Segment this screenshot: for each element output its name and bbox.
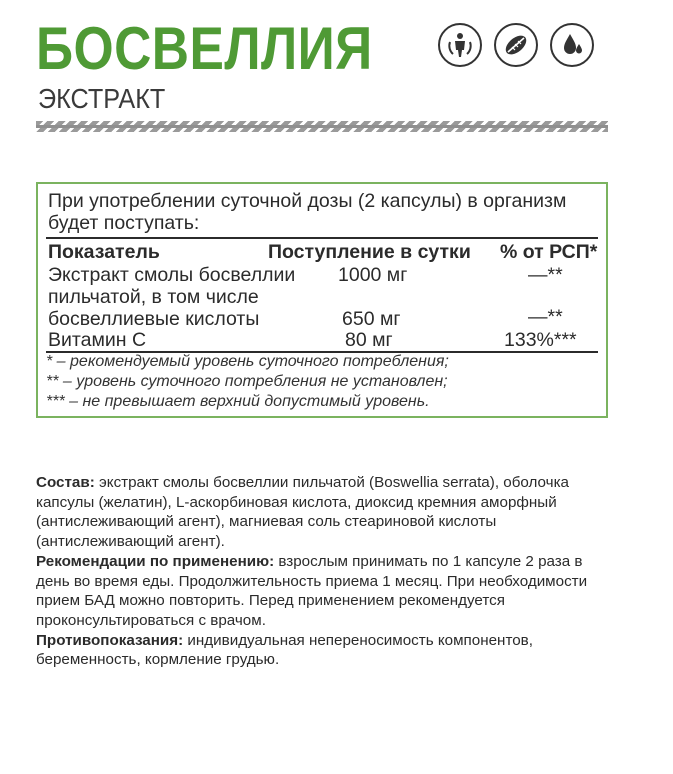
table-row-name: пильчатой, в том числе (48, 286, 259, 308)
table-row-amount: 650 мг (342, 308, 401, 330)
seed-capsule-icon (494, 23, 538, 67)
table-row-percent: 133%*** (504, 329, 577, 351)
nutrition-info-box (36, 182, 608, 418)
table-row-percent: —** (528, 306, 563, 328)
contraindications-paragraph (36, 631, 616, 670)
table-row-amount: 1000 мг (338, 264, 408, 286)
info-intro: При употреблении суточной дозы (2 капсулы) в организм будет поступать: (48, 190, 567, 234)
product-subtitle: ЭКСТРАКТ (38, 83, 166, 114)
contraindications-label: Противопоказания: (36, 631, 184, 649)
table-top-rule (46, 237, 598, 239)
table-row-name: Экстракт смолы босвеллии (48, 264, 296, 286)
composition-label: Состав: (36, 474, 95, 491)
footnotes (46, 352, 449, 412)
table-row-percent: —** (528, 264, 563, 286)
footnote-1: * – рекомендуемый уровень суточного потребления; (46, 353, 449, 370)
table-row-name: босвеллиевые кислоты (48, 308, 260, 330)
column-header-daily-intake: Поступление в сутки (268, 241, 471, 263)
footnote-3: *** – не превышает верхний допустимый уровень. (46, 393, 430, 410)
drops-icon (550, 23, 594, 67)
column-header-rsp-percent: % от РСП* (500, 241, 598, 263)
decorative-stripe (36, 121, 608, 132)
product-description (36, 473, 616, 670)
usage-paragraph (36, 552, 616, 631)
product-title: БОСВЕЛЛИЯ (36, 15, 373, 82)
column-header-indicator: Показатель (48, 241, 160, 263)
composition-text: экстракт смолы босвеллии пильчатой (Boswellia serrata), оболочка капсулы (желатин), L-аскорбиновая кислота, диоксид кремния аморфный (антислеживающий агент), магниевая соль стеариновой кислоты (антислеживающий агент). (36, 474, 569, 551)
feature-icons (438, 23, 594, 67)
usage-text: взрослым принимать по 1 капсуле 2 раза в день во время еды. Продолжительность приема 1 месяц. При необходимости прием БАД можно повторить. Перед применением рекомендуется проконсультироваться с врачом. (36, 552, 588, 629)
joint-body-icon (438, 23, 482, 67)
usage-label: Рекомендации по применению: (36, 552, 275, 570)
contraindications-text: индивидуальная непереносимость компонентов, беременность, кормление грудью. (36, 631, 533, 669)
table-row-name: Витамин С (48, 329, 147, 351)
composition-paragraph (36, 473, 616, 552)
footnote-2: ** – уровень суточного потребления не установлен; (46, 373, 448, 390)
table-row-amount: 80 мг (345, 329, 393, 351)
